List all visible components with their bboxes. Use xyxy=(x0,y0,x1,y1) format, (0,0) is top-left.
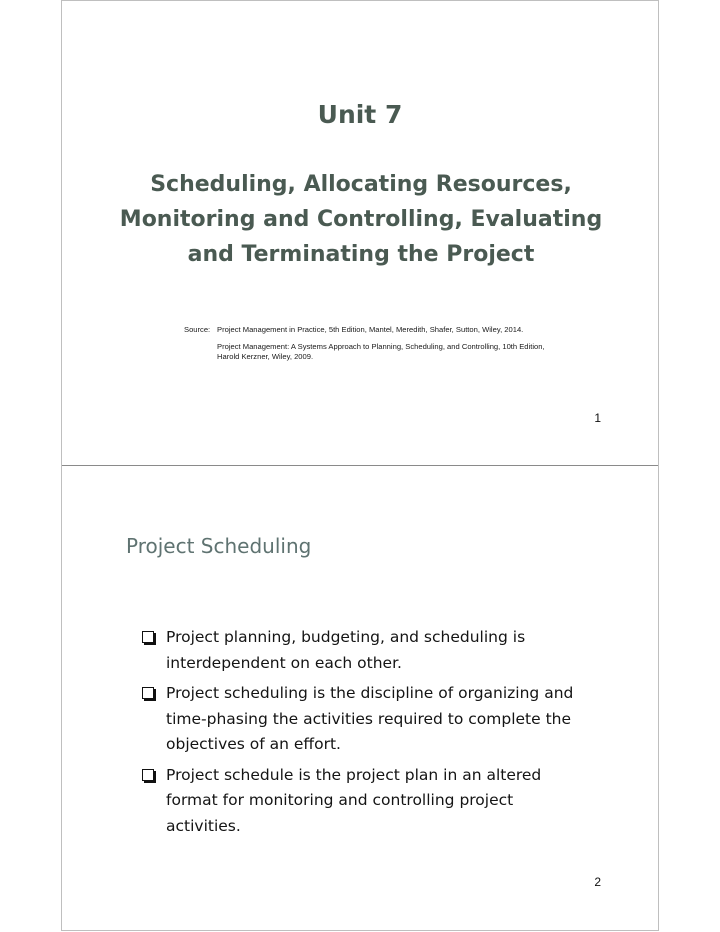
source-entry xyxy=(184,325,564,336)
checkbox-icon xyxy=(142,687,154,699)
checkbox-icon xyxy=(142,769,154,781)
bullet-text: Project scheduling is the discipline of organizing and time-phasing the activities required to complete the objectives of an effort. xyxy=(166,684,574,753)
bullet-list xyxy=(140,625,590,844)
source-label-spacer xyxy=(184,342,217,363)
page-number: 1 xyxy=(594,411,601,425)
subtitle-line: and Terminating the Project xyxy=(187,242,535,267)
unit-subtitle xyxy=(82,167,640,272)
list-item xyxy=(140,763,590,840)
slide-2 xyxy=(61,465,659,931)
source-text: Project Management: A Systems Approach to Planning, Scheduling, and Controlling, 10th Edition, Harold Kerzner, Wiley, 2009. xyxy=(217,341,545,361)
page-number: 2 xyxy=(594,875,601,889)
unit-title: Unit 7 xyxy=(317,100,403,129)
source-citations xyxy=(184,325,564,369)
section-title: Project Scheduling xyxy=(126,534,312,558)
list-item xyxy=(140,625,590,676)
subtitle-line: Monitoring and Controlling, Evaluating xyxy=(119,207,603,232)
source-label: Source: xyxy=(184,325,211,334)
bullet-text: Project planning, budgeting, and scheduling is interdependent on each other. xyxy=(166,628,526,672)
checkbox-icon xyxy=(142,631,154,643)
subtitle-line: Scheduling, Allocating Resources, xyxy=(150,172,572,197)
slide-1 xyxy=(61,0,659,466)
source-text: Project Management in Practice, 5th Edition, Mantel, Meredith, Shafer, Sutton, Wiley, 2014. xyxy=(217,325,524,334)
bullet-text: Project schedule is the project plan in an altered format for monitoring and controlling project activities. xyxy=(166,765,542,835)
list-item xyxy=(140,681,590,758)
source-entry xyxy=(184,342,564,363)
